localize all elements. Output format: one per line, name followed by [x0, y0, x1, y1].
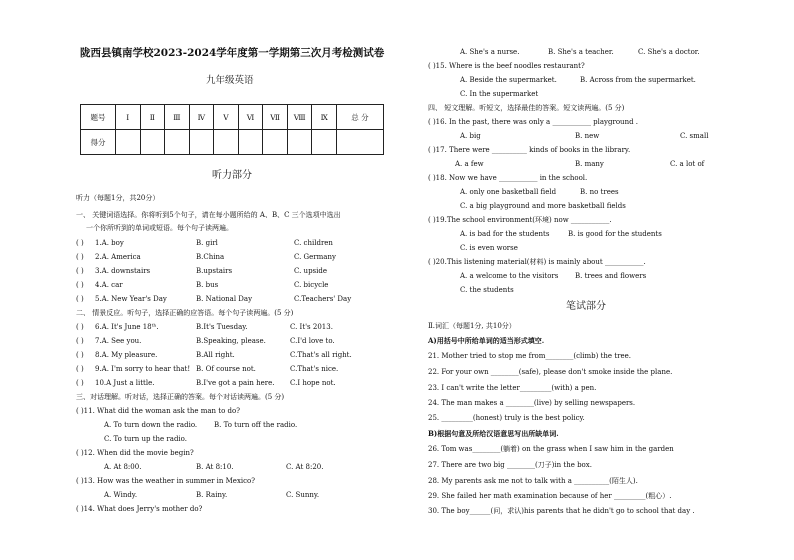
option-c: C.I'd love to.	[290, 337, 335, 345]
option-a: 4.A. car	[95, 281, 123, 289]
option-b: B. National Day	[196, 295, 253, 303]
score-cell[interactable]	[337, 130, 384, 155]
option-c: C.That's all right.	[290, 351, 352, 359]
question-20: ( )20.This listening material(材料) is mainly about ___________.	[428, 258, 646, 266]
part1-instruction: 一、 关键词语选择。你将听到5个句子，请在每小题所给的 A、B、C 三个选项中选出	[76, 211, 341, 219]
score-table-header: Ⅳ	[189, 105, 214, 130]
score-cell[interactable]	[287, 130, 312, 155]
vocab-heading: Ⅱ.词汇（每题1分, 共10分）	[428, 322, 516, 330]
writing-section-title: 笔试部分	[566, 301, 606, 312]
option-a: A. To turn down the radio.	[104, 421, 198, 429]
score-table-score-row	[81, 130, 384, 155]
listening-intro: 听力（每题1分，共20分）	[76, 194, 160, 202]
score-row-label: 得分	[81, 130, 116, 155]
fill-in-item[interactable]: 30. The boy______(问，求认)his parents that he didn't go to school that day .	[428, 507, 695, 515]
score-cell[interactable]	[189, 130, 214, 155]
page-title: 陇西县镇南学校2023-2024学年度第一学期第三次月考检测试卷	[80, 47, 385, 59]
question-14: ( )14. What does Jerry's mother do?	[76, 505, 203, 513]
fill-in-item[interactable]: 28. My parents ask me not to talk with a __________(陌生人).	[428, 477, 638, 485]
answer-blank[interactable]: ( )	[76, 253, 84, 261]
part2-instruction: 二、 情景反应。听句子，选择正确的应答语。每个句子读两遍。(5 分)	[76, 309, 294, 317]
score-cell[interactable]	[140, 130, 165, 155]
option-a: A. is bad for the students	[460, 230, 550, 238]
option-a: 8.A. My pleasure.	[95, 351, 158, 359]
option-a: 10.A Just a little.	[95, 379, 155, 387]
option-c: C. To turn up the radio.	[104, 435, 187, 443]
option-a: A. a welcome to the visitors	[460, 272, 559, 280]
option-b: B. Across from the supermarket.	[580, 76, 696, 84]
answer-blank[interactable]: ( )	[76, 365, 84, 373]
question-13: ( )13. How was the weather in summer in Mexico?	[76, 477, 256, 485]
answer-blank[interactable]: ( )	[76, 281, 84, 289]
fill-in-item[interactable]: 26. Tom was________(躺着) on the grass when I saw him in the garden	[428, 445, 674, 453]
answer-blank[interactable]: ( )	[76, 351, 84, 359]
option-c: C. Germany	[294, 253, 336, 261]
option-c: C. the students	[460, 286, 514, 294]
option-a: 2.A. America	[95, 253, 141, 261]
option-c: C. In the supermarket	[460, 90, 539, 98]
score-table-header: Ⅸ	[312, 105, 337, 130]
option-c: C. She's a doctor.	[638, 48, 700, 56]
fill-in-item[interactable]: 29. She failed her math examination because of her _________(粗心）.	[428, 492, 672, 500]
score-table-header: 题号	[81, 105, 116, 130]
option-c: C.That's nice.	[290, 365, 339, 373]
option-b: B.upstairs	[196, 267, 233, 275]
fill-in-item[interactable]: 23. I can't write the letter_________(with) a pen.	[428, 384, 597, 392]
option-c: C. At 8:20.	[286, 463, 324, 471]
question-19: ( )19.The school environment(环境) now ___________.	[428, 216, 612, 224]
option-c: C.I hope not.	[290, 379, 336, 387]
score-table	[80, 104, 384, 155]
score-table-header: I	[116, 105, 141, 130]
part-b-heading: B)根据句意及所给汉语意思写出所缺单词.	[428, 429, 559, 438]
option-a: A. big	[460, 132, 481, 140]
option-b: B. She's a teacher.	[548, 48, 614, 56]
answer-blank[interactable]: ( )	[76, 337, 84, 345]
option-a: A. At 8:00.	[104, 463, 142, 471]
option-a: A. She's a nurse.	[460, 48, 520, 56]
score-table-header: V	[214, 105, 239, 130]
option-c: C. is even worse	[460, 244, 518, 252]
answer-blank[interactable]: ( )	[76, 379, 84, 387]
score-cell[interactable]	[165, 130, 190, 155]
option-b: B. is good for the students	[568, 230, 662, 238]
option-a: 9.A. I'm sorry to hear that!	[95, 365, 191, 373]
score-table-header: Ⅷ	[287, 105, 312, 130]
score-cell[interactable]	[238, 130, 263, 155]
option-c: C. a lot of	[670, 160, 705, 168]
option-a: 7.A. See you.	[95, 337, 142, 345]
option-b: B. many	[575, 160, 604, 168]
option-a: 1.A. boy	[95, 239, 124, 247]
option-c: C. upside	[294, 267, 328, 275]
fill-in-item[interactable]: 21. Mother tried to stop me from________(climb) the tree.	[428, 352, 631, 360]
answer-blank[interactable]: ( )	[76, 267, 84, 275]
option-a: 5.A. New Year's Day	[95, 295, 167, 303]
answer-blank[interactable]: ( )	[76, 323, 84, 331]
option-b: B. girl	[196, 239, 218, 247]
option-a: 3.A. downstairs	[95, 267, 151, 275]
option-c: C. children	[294, 239, 333, 247]
question-16: ( )16. In the past, there was only a ___________ playground .	[428, 118, 639, 126]
option-a: A. a few	[455, 160, 484, 168]
question-17: ( )17. There were __________ kinds of books in the library.	[428, 146, 631, 154]
option-b: B. trees and flowers	[575, 272, 647, 280]
score-cell[interactable]	[263, 130, 288, 155]
score-table-header: Ⅵ	[238, 105, 263, 130]
option-c: C.Teachers' Day	[294, 295, 352, 303]
option-c: C. small	[680, 132, 709, 140]
option-b: B.China	[196, 253, 225, 261]
option-a: A. only one basketball field	[460, 188, 557, 196]
option-a: 6.A. It's June 18ᵗʰ.	[95, 323, 159, 331]
option-b: B. Rainy.	[196, 491, 228, 499]
question-15: ( )15. Where is the beef noodles restaurant?	[428, 62, 585, 70]
answer-blank[interactable]: ( )	[76, 295, 84, 303]
option-b: B. no trees	[580, 188, 619, 196]
option-a: A. Windy.	[104, 491, 138, 499]
score-cell[interactable]	[116, 130, 141, 155]
option-b: B.It's Tuesday.	[196, 323, 248, 331]
fill-in-item[interactable]: 22. For your own ________(safe), please don't smoke inside the plane.	[428, 368, 673, 376]
score-table-header: Ⅱ	[140, 105, 165, 130]
page-subtitle: 九年级英语	[206, 75, 254, 86]
fill-in-item[interactable]: 27. There are two big ________(刀子)in the box.	[428, 461, 592, 469]
fill-in-item[interactable]: 25. _________(honest) truly is the best policy.	[428, 414, 585, 422]
option-c: C. bicycle	[294, 281, 329, 289]
answer-blank[interactable]: ( )	[76, 239, 84, 247]
option-b: B. new	[575, 132, 600, 140]
question-12: ( )12. When did the movie begin?	[76, 449, 194, 457]
score-table-header-row	[81, 105, 384, 130]
score-table-header: Ⅲ	[165, 105, 190, 130]
listening-section-title: 听力部分	[212, 170, 252, 181]
option-b: B.Speaking, please.	[196, 337, 266, 345]
score-table-header: 总 分	[337, 105, 384, 130]
option-b: B. Of course not.	[196, 365, 256, 373]
option-b: B.All right.	[196, 351, 235, 359]
option-b: B. bus	[196, 281, 219, 289]
question-11: ( )11. What did the woman ask the man to do?	[76, 407, 240, 415]
part4-instruction: 四、 短文理解。听短文，选择最佳的答案。短文读两遍。(5 分)	[428, 104, 625, 112]
option-b: B. To turn off the radio.	[214, 421, 298, 429]
part3-instruction: 三、对话理解。听对话，选择正确的答案。每个对话读两遍。(5 分)	[76, 393, 285, 401]
option-a: A. Beside the supermarket.	[460, 76, 557, 84]
part-a-heading: A)用括号中所给单词的适当形式填空.	[428, 336, 545, 345]
option-b: B. At 8:10.	[196, 463, 234, 471]
score-cell[interactable]	[312, 130, 337, 155]
option-c: C. a big playground and more basketball fields	[460, 202, 626, 210]
fill-in-item[interactable]: 24. The man makes a ________(live) by selling newspapers.	[428, 399, 636, 407]
score-table-header: Ⅶ	[263, 105, 288, 130]
option-b: B.I've got a pain here.	[196, 379, 275, 387]
option-c: C. It's 2013.	[290, 323, 333, 331]
question-18: ( )18. Now we have ___________ in the school.	[428, 174, 588, 182]
part1-instruction: 一个你所听到的单词或短语。每个句子读两遍。	[86, 224, 233, 232]
score-cell[interactable]	[214, 130, 239, 155]
option-c: C. Sunny.	[286, 491, 320, 499]
